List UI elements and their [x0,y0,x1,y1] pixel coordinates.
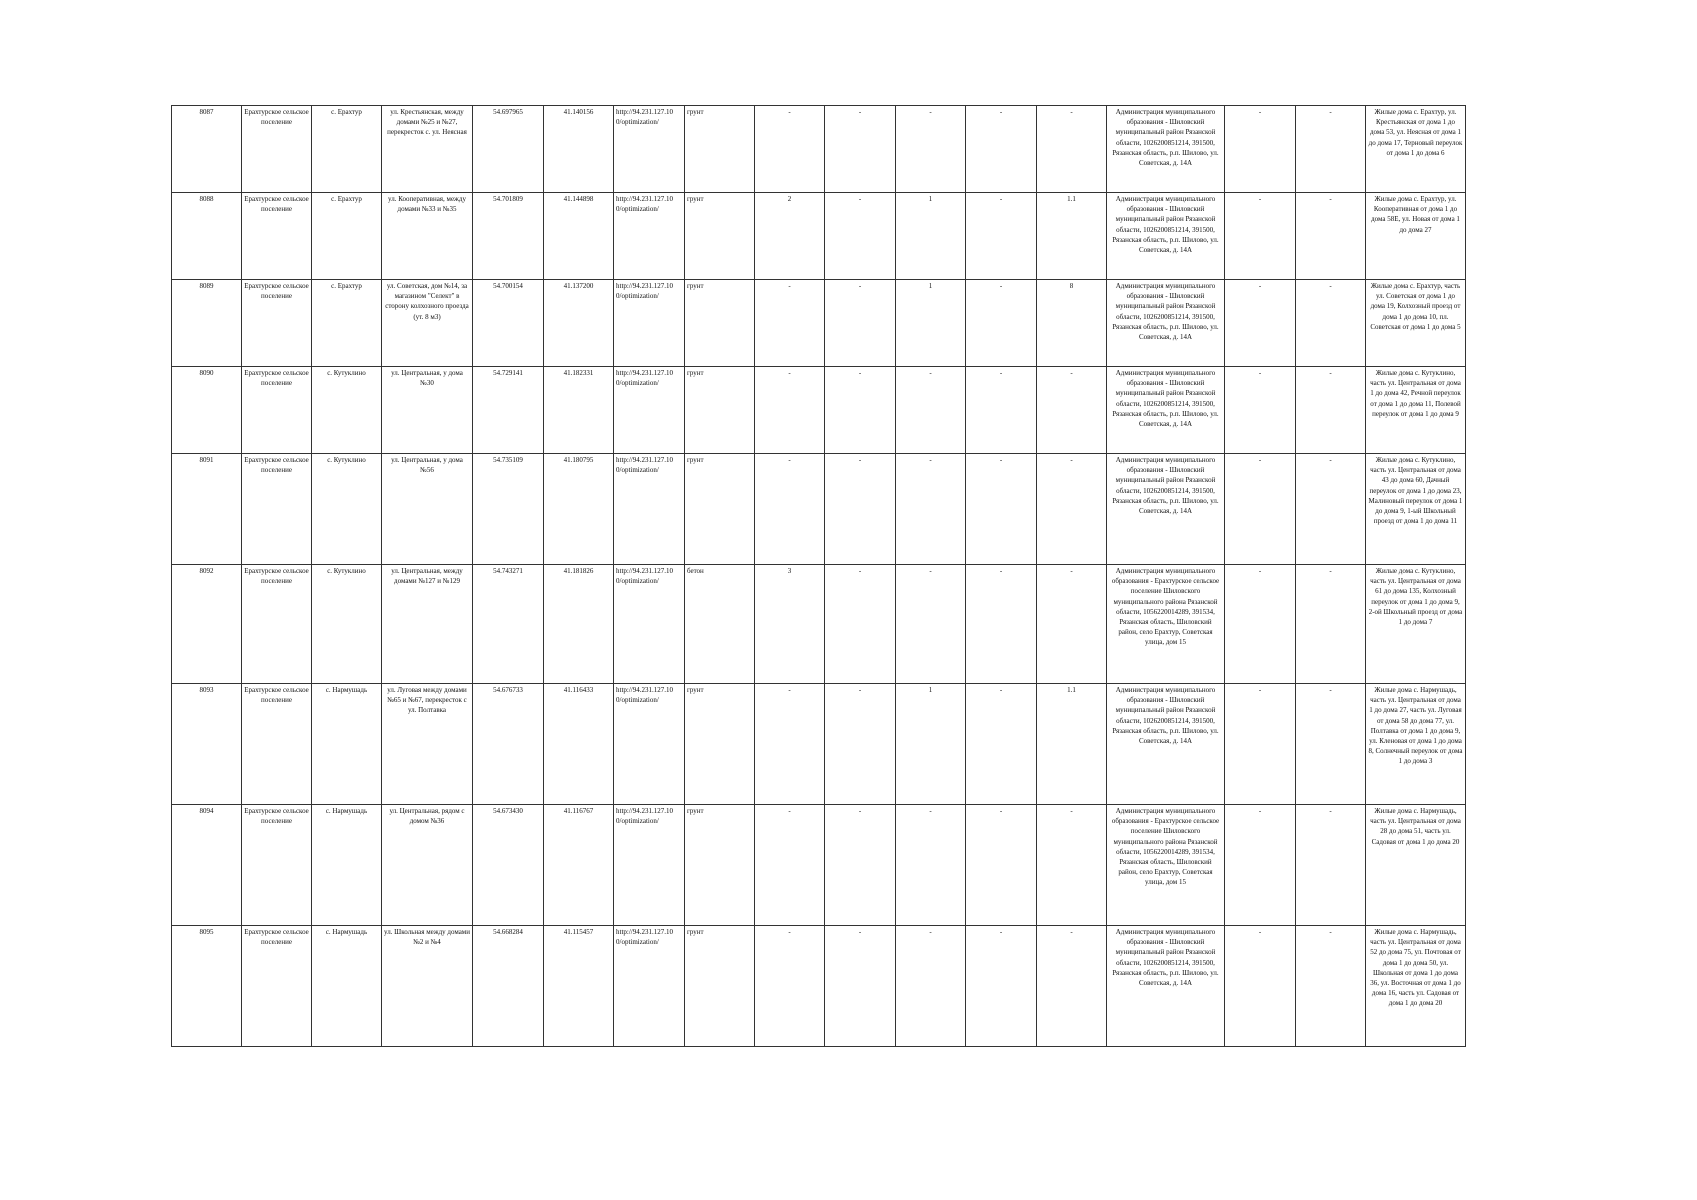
locality-cell: с. Нармушадь [312,926,382,1047]
row-number: 8094 [172,805,242,926]
empty-cell: - [1296,454,1366,565]
locality-cell: с. Нармушадь [312,805,382,926]
owner-cell: Администрация муниципального образования - Ерахтурское сельское поселение Шиловского муниципального района Рязанской области, 1056220014289, 391534, Рязанская область, Шиловский район, село Ерахтур, Советская улица, дом 15 [1107,565,1225,684]
url-cell: http://94.231.127.10 0/optimization/ [614,367,685,454]
latitude-cell: 54.697965 [473,106,544,193]
owner-cell: Администрация муниципального образования - Шиловский муниципальный район Рязанской области, 1026200851214, 391500, Рязанская область, р.п. Шилово, ул. Советская, д. 14А [1107,926,1225,1047]
empty-cell: - [1296,684,1366,805]
url-cell: http://94.231.127.10 0/optimization/ [614,926,685,1047]
surface-cell: грунт [685,684,755,805]
empty-cell: - [1296,926,1366,1047]
table-row [172,684,1466,805]
volume-cell: - [1037,367,1107,454]
settlement-cell: Ерахтурское сельское поселение [242,565,312,684]
locality-cell: с. Кутуклино [312,367,382,454]
volume-cell: - [1037,926,1107,1047]
latitude-cell: 54.673430 [473,805,544,926]
table-row [172,926,1466,1047]
settlement-cell: Ерахтурское сельское поселение [242,193,312,280]
locality-cell: с. Кутуклино [312,454,382,565]
count-cell: 1 [896,280,966,367]
count-cell: - [825,926,896,1047]
url-cell: http://94.231.127.10 0/optimization/ [614,454,685,565]
empty-cell: - [1225,805,1296,926]
empty-cell: - [1296,367,1366,454]
url-cell: http://94.231.127.10 0/optimization/ [614,565,685,684]
table-row [172,193,1466,280]
longitude-cell: 41.116433 [544,684,614,805]
surface-cell: грунт [685,805,755,926]
owner-cell: Администрация муниципального образования - Шиловский муниципальный район Рязанской области, 1026200851214, 391500, Рязанская область, р.п. Шилово, ул. Советская, д. 14А [1107,684,1225,805]
served-houses-cell: Жилые дома с. Нармушадь, часть ул. Центральная от дома 1 до дома 27, часть ул. Луговая от дома 58 до дома 77, ул. Полтавка от дома 1 до дома 9, ул. Кленовая от дома 1 до дома 8, Солнечный переулок от дома 1 до дома 3 [1366,684,1466,805]
latitude-cell: 54.735109 [473,454,544,565]
surface-cell: грунт [685,367,755,454]
latitude-cell: 54.701809 [473,193,544,280]
count-cell: - [966,926,1037,1047]
count-cell: - [825,106,896,193]
count-cell: 1 [896,193,966,280]
empty-cell: - [1225,106,1296,193]
count-cell: - [825,684,896,805]
served-houses-cell: Жилые дома с. Ерахтур, часть ул. Советская от дома 1 до дома 19, Колхозный проезд от дома 1 до дома 10, пл. Советская от дома 1 до дома 5 [1366,280,1466,367]
surface-cell: бетон [685,565,755,684]
longitude-cell: 41.115457 [544,926,614,1047]
settlement-cell: Ерахтурское сельское поселение [242,106,312,193]
count-cell: - [896,805,966,926]
volume-cell: - [1037,454,1107,565]
volume-cell: - [1037,106,1107,193]
count-cell: - [825,454,896,565]
settlement-cell: Ерахтурское сельское поселение [242,684,312,805]
longitude-cell: 41.144898 [544,193,614,280]
count-cell: - [755,684,825,805]
count-cell: - [825,565,896,684]
surface-cell: грунт [685,454,755,565]
empty-cell: - [1296,280,1366,367]
count-cell: - [966,280,1037,367]
count-cell: - [755,280,825,367]
longitude-cell: 41.137200 [544,280,614,367]
locality-cell: с. Нармушадь [312,684,382,805]
count-cell: - [896,454,966,565]
address-cell: ул. Центральная, у дома №30 [382,367,473,454]
count-cell: - [896,367,966,454]
longitude-cell: 41.181826 [544,565,614,684]
latitude-cell: 54.743271 [473,565,544,684]
volume-cell: - [1037,565,1107,684]
row-number: 8089 [172,280,242,367]
count-cell: - [966,454,1037,565]
url-cell: http://94.231.127.10 0/optimization/ [614,684,685,805]
settlement-cell: Ерахтурское сельское поселение [242,926,312,1047]
row-number: 8088 [172,193,242,280]
empty-cell: - [1225,454,1296,565]
count-cell: - [966,565,1037,684]
table-row [172,106,1466,193]
empty-cell: - [1296,106,1366,193]
count-cell: 1 [896,684,966,805]
url-cell: http://94.231.127.10 0/optimization/ [614,805,685,926]
address-cell: ул. Школьная между домами №2 и №4 [382,926,473,1047]
table-row [172,367,1466,454]
count-cell: - [825,805,896,926]
row-number: 8091 [172,454,242,565]
address-cell: ул. Луговая между домами №65 и №67, перекресток с ул. Полтавка [382,684,473,805]
count-cell: - [966,367,1037,454]
address-cell: ул. Центральная, рядом с домом №36 [382,805,473,926]
surface-cell: грунт [685,280,755,367]
surface-cell: грунт [685,926,755,1047]
settlement-cell: Ерахтурское сельское поселение [242,454,312,565]
settlement-cell: Ерахтурское сельское поселение [242,805,312,926]
volume-cell: 1.1 [1037,684,1107,805]
count-cell: - [755,454,825,565]
latitude-cell: 54.700154 [473,280,544,367]
owner-cell: Администрация муниципального образования - Шиловский муниципальный район Рязанской области, 1026200851214, 391500, Рязанская область, р.п. Шилово, ул. Советская, д. 14А [1107,367,1225,454]
settlement-cell: Ерахтурское сельское поселение [242,367,312,454]
longitude-cell: 41.140156 [544,106,614,193]
owner-cell: Администрация муниципального образования - Шиловский муниципальный район Рязанской области, 1026200851214, 391500, Рязанская область, р.п. Шилово, ул. Советская, д. 14А [1107,454,1225,565]
owner-cell: Администрация муниципального образования - Шиловский муниципальный район Рязанской области, 1026200851214, 391500, Рязанская область, р.п. Шилово, ул. Советская, д. 14А [1107,280,1225,367]
empty-cell: - [1225,565,1296,684]
latitude-cell: 54.729141 [473,367,544,454]
table-row [172,280,1466,367]
address-cell: ул. Кооперативная, между домами №33 и №35 [382,193,473,280]
count-cell: - [755,106,825,193]
latitude-cell: 54.676733 [473,684,544,805]
row-number: 8095 [172,926,242,1047]
empty-cell: - [1225,684,1296,805]
count-cell: - [896,926,966,1047]
url-cell: http://94.231.127.10 0/optimization/ [614,193,685,280]
count-cell: 2 [755,193,825,280]
count-cell: - [966,805,1037,926]
served-houses-cell: Жилые дома с. Нармушадь, часть ул. Центральная от дома 28 до дома 51, часть ул. Садовая от дома 1 до дома 20 [1366,805,1466,926]
served-houses-cell: Жилые дома с. Кутуклино, часть ул. Центральная от дома 1 до дома 42, Речной переулок от дома 1 до дома 11, Полевой переулок от дома 1 до дома 9 [1366,367,1466,454]
address-cell: ул. Центральная, между домами №127 и №129 [382,565,473,684]
owner-cell: Администрация муниципального образования - Ерахтурское сельское поселение Шиловского муниципального района Рязанской области, 1056220014289, 391534, Рязанская область, Шиловский район, село Ерахтур, Советская улица, дом 15 [1107,805,1225,926]
table-row [172,565,1466,684]
empty-cell: - [1225,367,1296,454]
count-cell: - [896,106,966,193]
locality-cell: с. Кутуклино [312,565,382,684]
address-cell: ул. Крестьянская, между домами №25 и №27, перекресток с. ул. Неясная [382,106,473,193]
count-cell: - [825,193,896,280]
volume-cell: - [1037,805,1107,926]
table-row [172,805,1466,926]
owner-cell: Администрация муниципального образования - Шиловский муниципальный район Рязанской области, 1026200851214, 391500, Рязанская область, р.п. Шилово, ул. Советская, д. 14А [1107,193,1225,280]
volume-cell: 1.1 [1037,193,1107,280]
count-cell: - [755,367,825,454]
locality-cell: с. Ерахтур [312,280,382,367]
empty-cell: - [1296,193,1366,280]
count-cell: - [966,684,1037,805]
count-cell: - [825,280,896,367]
count-cell: - [755,805,825,926]
count-cell: - [825,367,896,454]
count-cell: - [755,926,825,1047]
row-number: 8092 [172,565,242,684]
empty-cell: - [1225,926,1296,1047]
url-cell: http://94.231.127.10 0/optimization/ [614,280,685,367]
row-number: 8093 [172,684,242,805]
served-houses-cell: Жилые дома с. Нармушадь, часть ул. Центральная от дома 52 до дома 75, ул. Почтовая от дома 1 до дома 50, ул. Школьная от дома 1 до дома 36, ул. Восточная от дома 1 до дома 16, часть ул. Садовая от дома 1 до дома 20 [1366,926,1466,1047]
table-row [172,454,1466,565]
count-cell: - [966,193,1037,280]
empty-cell: - [1296,565,1366,684]
served-houses-cell: Жилые дома с. Ерахтур, ул. Кооперативная от дома 1 до дома 58Е, ул. Новая от дома 1 до дома 27 [1366,193,1466,280]
surface-cell: грунт [685,193,755,280]
registry-table [171,105,1466,1047]
served-houses-cell: Жилые дома с. Кутуклино, часть ул. Центральная от дома 61 до дома 135, Колхозный переулок от дома 1 до дома 9, 2-ой Школьный проезд от дома 1 до дома 7 [1366,565,1466,684]
longitude-cell: 41.182331 [544,367,614,454]
served-houses-cell: Жилые дома с. Кутуклино, часть ул. Центральная от дома 43 до дома 60, Дачный переулок от дома 1 до дома 23, Малиновый переулок от дома 1 до дома 9, 1-ый Школьный проезд от дома 1 до дома 11 [1366,454,1466,565]
served-houses-cell: Жилые дома с. Ерахтур, ул. Крестьянская от дома 1 до дома 53, ул. Неясная от дома 1 до дома 17, Терновый переулок от дома 1 до дома 6 [1366,106,1466,193]
latitude-cell: 54.668284 [473,926,544,1047]
count-cell: - [896,565,966,684]
count-cell: - [966,106,1037,193]
empty-cell: - [1225,280,1296,367]
volume-cell: 8 [1037,280,1107,367]
longitude-cell: 41.180795 [544,454,614,565]
surface-cell: грунт [685,106,755,193]
locality-cell: с. Ерахтур [312,106,382,193]
longitude-cell: 41.116767 [544,805,614,926]
count-cell: 3 [755,565,825,684]
row-number: 8090 [172,367,242,454]
url-cell: http://94.231.127.10 0/optimization/ [614,106,685,193]
address-cell: ул. Центральная, у дома №56 [382,454,473,565]
locality-cell: с. Ерахтур [312,193,382,280]
address-cell: ул. Советская, дом №14, за магазином "Селект" в сторону колхозного проезда (ут. 8 м3) [382,280,473,367]
empty-cell: - [1225,193,1296,280]
owner-cell: Администрация муниципального образования - Шиловский муниципальный район Рязанской области, 1026200851214, 391500, Рязанская область, р.п. Шилово, ул. Советская, д. 14А [1107,106,1225,193]
empty-cell: - [1296,805,1366,926]
settlement-cell: Ерахтурское сельское поселение [242,280,312,367]
row-number: 8087 [172,106,242,193]
